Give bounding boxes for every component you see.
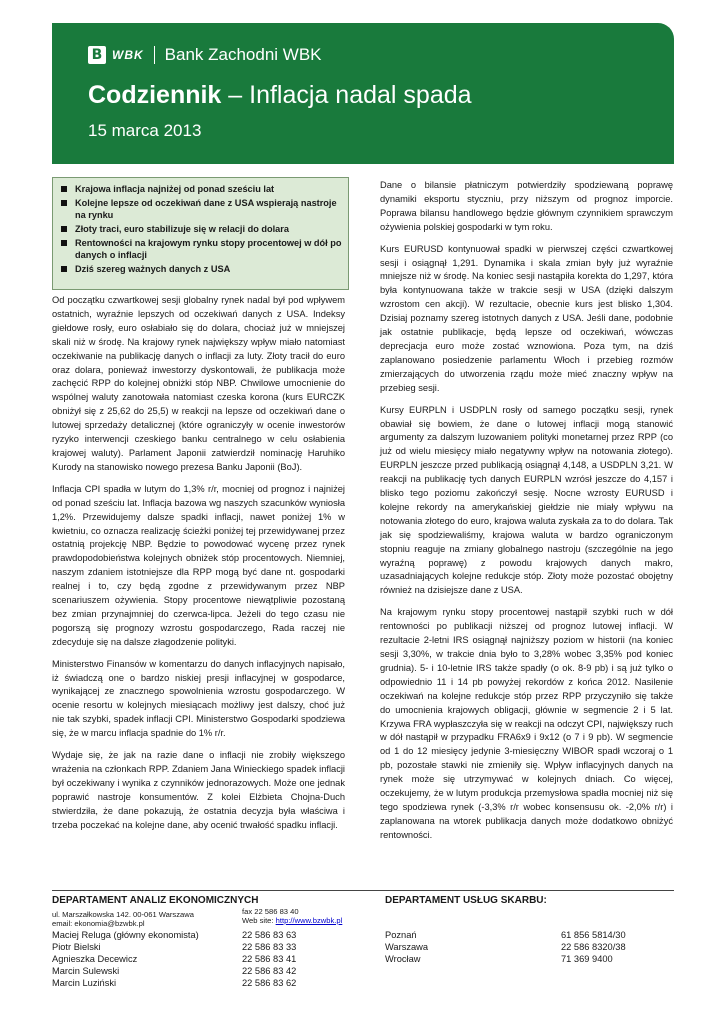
bullet-icon — [61, 200, 67, 206]
fax: fax 22 586 83 40 — [242, 907, 299, 916]
paragraph: Kurs EURUSD kontynuował spadki w pierwszej części czwartkowej sesji i osiągnął 1,291. Dynamika i skala zmian były już wyraźnie mniejsze niż w środę. Na koniec sesji nastąpiła korekta do 1,297, która była kontynuowana także w trakcie sesji w USA (dzięki dalszym wzrostom cen akcji). W rezultacie, obecnie kurs jest blisko 1,304. Dzisiaj poznamy szereg istotnych danych z USA. Jeśli dane, podobnie jak ostatnie publikacje, będą lepsze od oczekiwań, wówczas deprecjacja euro może zostać wznowiona. Poza tym, na dziś zaplanowano posiedzenie parlamentu Włoch i przebieg rozmów zmierzających do utworzenia rządu może mieć znaczny wpływ na przebieg sesji. — [380, 243, 673, 393]
bullet-icon — [61, 240, 67, 246]
logo-word: WBK — [112, 48, 144, 62]
bullet-icon — [61, 186, 67, 192]
email: email: ekonomia@bzwbk.pl — [52, 919, 145, 928]
right-column — [380, 179, 673, 851]
office-city: Warszawa — [385, 942, 429, 952]
paragraph: Dane o bilansie płatniczym potwierdziły spodziewaną poprawę dynamiki eksportu styczniu, przy niższym od prognoz imporcie. Poprawa bilansu handlowego będzie głównym czynnikiem sprawczym ożywienia polskiej gospodarki w tym roku. — [380, 180, 673, 232]
contact-phone: 22 586 83 63 — [242, 930, 297, 940]
paragraph: Wydaje się, że jak na razie dane o inflacji nie zrobiły większego wrażenia na członkach RPP. Zdaniem Jana Winieckiego spadek inflacji był oczekiwany i wynika z czynników jednorazowych. Może one jednak poprawić nastroje konsumentów. Z kolei Elżbieta Chojna-Duch stwierdziła, że dane pokazują, że ostatnia decyzja była właściwa i trzeba poczekać na kolejne dane, aby ocenić trwałość spadku inflacji. — [52, 750, 345, 830]
paragraph: Kursy EURPLN i USDPLN rosły od samego początku sesji, rynek obawiał się bowiem, że dane o lutowej inflacji mogą stanowić argumenty za dalszym luzowaniem polityki monetarnej przez RPP (co już od wielu miesięcy miało negatywny wpływ na notowania złotego). EURPLN jeszcze przed publikacją osiągnął 4,148, a USDPLN 3,21. W reakcji na publikację tych danych EURPLN wzrósł jeszcze do 4,157 i blisko tego poziomu zakończył sesję. Nocne wzrosty EURUSD i kolejne rekordy na amerykańskiej giełdzie nie miały wpływu na notowania złotego do euro, krajowa waluta zyskała za to do dolara. Tak jak się spodziewaliśmy, krajowa waluta w bardzo ograniczonym stopniu reaguje na zmiany globalnego nastroju (szczególnie na jego wyraźną poprawę) z powodu krajowych danych makro, uzasadniających kolejne redukcje stóp. Złoty może pozostać obojętny również na dzisiejsze dane z USA. — [380, 404, 673, 596]
website-link[interactable]: http://www.bzwbk.pl — [275, 916, 343, 925]
contact-phone: 22 586 83 41 — [242, 954, 297, 964]
contact-name: Marcin Sulewski — [52, 966, 120, 976]
title-bold: Codziennik — [88, 81, 222, 109]
footer-right-heading: DEPARTAMENT USŁUG SKARBU: — [385, 895, 547, 906]
left-column — [52, 294, 345, 841]
bullet-icon — [61, 226, 67, 232]
paragraph: Ministerstwo Finansów w komentarzu do danych inflacyjnych napisało, iż świadczą one o bardzo niskiej presji inflacyjnej w gospodarce, wynikającej ze znacznego spowolnienia wzrostu gospodarczego. W ocenie resortu w kolejnych miesiącach możliwy jest dalszy, choć już nie tak szybki, spadek inflacji CPI. Ministerstwo Gospodarki spodziewa się, że w marcu inflacja spadnie do 1% r/r. — [52, 658, 345, 739]
header-banner — [52, 23, 674, 164]
highlight-item: Złoty traci, euro stabilizuje się w relacji do dolara — [59, 223, 342, 235]
bank-logo — [88, 45, 322, 65]
paragraph: Inflacja CPI spadła w lutym do 1,3% r/r, mocniej od prognoz i najniżej od ponad sześciu lat. Inflacja bazowa wg naszych szacunków wyniosła 1,2%. Przewidujemy dalsze spadki inflacji, nawet poniżej 1% w kwietniu, co oznacza realizację ścieżki poniżej tej przewidywanej przez ostatnią projekcję NBP. Będzie to powodować wycenę przez rynek prawdopodobieństwa kolejnych obniżek stóp procentowych. Niemniej, naszym zdaniem istotniejsze dla RPP mogą być dane nt. gospodarki realnej i to, czy będą zgodne z przewidywanym przez NBP scenariuszem ożywienia. Stopy procentowe niewątpliwie pozostaną bez zmian przynajmniej do czerwca-lipca. Jeżeli do tego czasu nie pogorszą się prognozy wzrostu gospodarczego, Rada raczej nie zdecyduje się na dalsze złagodzenie polityki. — [52, 483, 345, 647]
footer-divider — [52, 890, 674, 891]
office-city: Poznań — [385, 930, 417, 940]
highlight-item: Rentowności na krajowym rynku stopy procentowej w dół po danych o inflacji — [59, 237, 342, 261]
contact-phone: 22 586 83 42 — [242, 966, 297, 976]
paragraph: Od początku czwartkowej sesji globalny rynek nadal był pod wpływem ostatnich, wyraźnie lepszych od oczekiwań danych z USA. Indeksy giełdowe rosły, euro osłabiało się do dolara, chociaż już w mniejszej skali niż w środę. Na krajowy rynek największy wpływ miało natomiast oczekiwanie na publikację danych o inflacji za luty. Złoty tracił do euro oraz dolara, ponieważ inwestorzy dyskontowali, że publikacja może zachęcić RPP do kolejnej obniżki stóp NBP. Chwilowe umocnienie do wspólnej waluty zanotowała natomiast czeska korona (kurs EURCZK obniżył się z 25,62 do 25,5) w reakcji na lepsze od oczekiwań dane o lutowej sprzedaży detalicznej (które ograniczyły w ocenie inwestorów ryzyko interwencji czeskiego banku centralnego w celu osłabienia krajowej waluty). Parlament Japonii zatwierdził nominację Haruhiko Kurody na stanowisko nowego prezesa Banku Japonii (BoJ). — [52, 295, 345, 472]
office-phone: 61 856 5814/30 — [561, 930, 626, 940]
highlight-item: Krajowa inflacja najniżej od ponad sześciu lat — [59, 183, 342, 195]
office-city: Wrocław — [385, 954, 421, 964]
address: ul. Marszałkowska 142. 00-061 Warszawa — [52, 910, 194, 919]
office-phone: 22 586 8320/38 — [561, 942, 626, 952]
website: Web site: http://www.bzwbk.pl — [242, 916, 343, 925]
page-title — [88, 81, 472, 110]
highlight-item: Dziś szereg ważnych danych z USA — [59, 263, 342, 275]
contact-name: Marcin Luziński — [52, 978, 117, 988]
bullet-icon — [61, 266, 67, 272]
contact-name: Agnieszka Decewicz — [52, 954, 138, 964]
title-subtitle: – Inflacja nadal spada — [221, 81, 472, 109]
footer-left-heading: DEPARTAMENT ANALIZ EKONOMICZNYCH — [52, 895, 259, 906]
office-phone: 71 369 9400 — [561, 954, 613, 964]
logo-separator — [154, 46, 155, 64]
contact-phone: 22 586 83 33 — [242, 942, 297, 952]
paragraph: Na krajowym rynku stopy procentowej nastąpił szybki ruch w dół rentowności po publikacji niższej od prognoz lutowej inflacji. W rezultacie 2-letni IRS osiągnął najniższy poziom w historii (na koniec sesji 3,30%, w trakcie dnia było to 3,28% wobec 3,35% pod koniec grudnia). 5- i 10-letnie IRS także spadły (o ok. 8-9 pb) i są już tylko o odpowiednio 11 i 14 pb powyżej rekordów z końca 2012. Nasilenie oczekiwań na kolejne redukcje stóp przez RPP przyczyniło się także do umocnienia krajowych obligacji, głównie w segmencie 2 i 5 lat. Krzywa FRA wypłaszczyła się w reakcji na odczyt CPI, największy ruch w dół nastąpił w przypadku FRA6x9 i 9x12 (o 7 i 9 pb). W segmencie od 1 do 12 miesięcy jedynie 3-miesięczny WIBOR spadł wczoraj o 1 pb, pozostałe stawki nie zmieniły się. Wpływ inflacyjnych danych na rynek może się utrzymywać w kolejnych dniach. Co więcej, oczekujemy, że w lutym produkcja przemysłowa spadła mocniej niż się tego spodziewa rynek (-3,3% r/r wobec konsensusu ok. -2,0% r/r) i zaplanowana na wtorek publikacja danych może dodatkowo obniżyć rentowności. — [380, 607, 673, 840]
logo-mark: B — [88, 46, 106, 64]
bank-name: Bank Zachodni WBK — [164, 45, 322, 64]
contact-phone: 22 586 83 62 — [242, 978, 297, 988]
highlight-item: Kolejne lepsze od oczekiwań dane z USA wspierają nastroje na rynku — [59, 197, 342, 221]
highlights-box — [52, 177, 349, 290]
report-date: 15 marca 2013 — [88, 121, 202, 140]
contact-name: Maciej Reluga (główny ekonomista) — [52, 930, 199, 940]
contact-name: Piotr Bielski — [52, 942, 101, 952]
